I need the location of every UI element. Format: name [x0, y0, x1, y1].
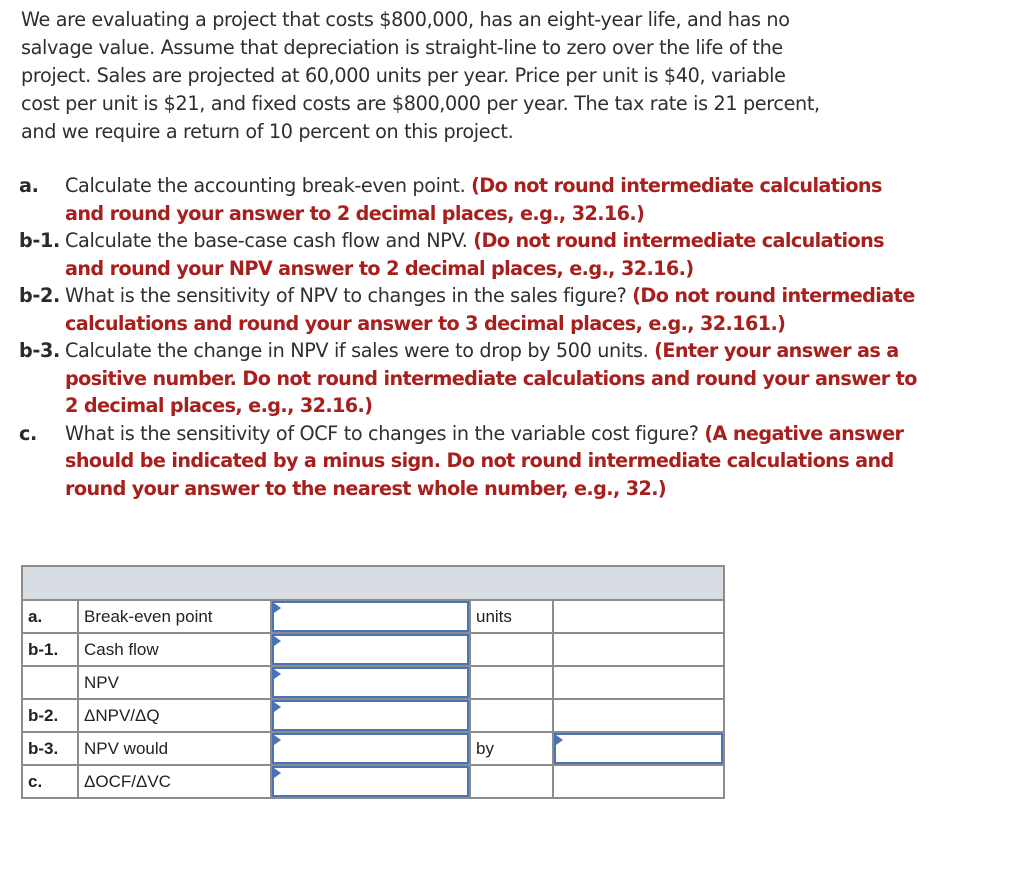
table-row: [22, 633, 724, 666]
question-text: [65, 172, 919, 227]
row-label: ΔOCF/ΔVC: [78, 765, 271, 798]
row-label: NPV would: [78, 732, 271, 765]
question-b3: [19, 337, 919, 420]
unit-label: [470, 765, 553, 798]
cash-flow-input[interactable]: [272, 634, 469, 665]
extra-cell: [553, 732, 724, 765]
question-b2: [19, 282, 919, 337]
part-label: c.: [22, 765, 78, 798]
question-instruction: (Do not round intermediate calculations and round your answer to 3 decimal places, e.g., 32.161.): [65, 284, 915, 335]
answer-cell: [271, 699, 470, 732]
npv-input[interactable]: [272, 667, 469, 698]
question-instruction: (A negative answer should be indicated by a minus sign. Do not round intermediate calculations and round your answer to the nearest whole number, e.g., 32.): [65, 421, 904, 500]
problem-statement: [21, 6, 921, 146]
unit-label: [470, 633, 553, 666]
input-marker-icon: [274, 735, 281, 745]
answer-table: [21, 565, 725, 799]
answer-cell: [271, 765, 470, 798]
unit-label: units: [470, 600, 553, 633]
question-text: [65, 227, 919, 282]
extra-cell: [553, 699, 724, 732]
question-instruction: (Do not round intermediate calculations and round your answer to 2 decimal places, e.g., 32.16.): [65, 174, 882, 225]
row-label: NPV: [78, 666, 271, 699]
question-text: [65, 282, 919, 337]
ocf-sensitivity-input[interactable]: [272, 766, 469, 797]
extra-cell: [553, 765, 724, 798]
answer-cell: [271, 732, 470, 765]
part-label: [22, 666, 78, 699]
part-label: b-1.: [22, 633, 78, 666]
part-label: a.: [22, 600, 78, 633]
table-row: [22, 765, 724, 798]
unit-label: [470, 666, 553, 699]
problem-line: and we require a return of 10 percent on this project.: [21, 120, 514, 143]
npv-change-amount-input[interactable]: [554, 733, 723, 764]
table-row: [22, 732, 724, 765]
question-instruction: (Do not round intermediate calculations and round your NPV answer to 2 decimal places, e.g., 32.16.): [65, 229, 884, 280]
question-prompt: What is the sensitivity of OCF to changes in the variable cost figure?: [65, 421, 699, 445]
problem-line: We are evaluating a project that costs $800,000, has an eight-year life, and has no: [21, 8, 790, 31]
question-label: b-1.: [19, 229, 60, 252]
extra-cell: [553, 666, 724, 699]
answer-cell: [271, 666, 470, 699]
question-text: [65, 420, 919, 503]
unit-label: [470, 699, 553, 732]
question-prompt: What is the sensitivity of NPV to changes in the sales figure?: [65, 284, 627, 307]
question-list: [19, 172, 919, 502]
answer-cell: [271, 600, 470, 633]
row-label: Cash flow: [78, 633, 271, 666]
input-marker-icon: [274, 669, 281, 679]
input-marker-icon: [274, 768, 281, 778]
question-a: [19, 172, 919, 227]
question-prompt: Calculate the accounting break-even point.: [65, 174, 466, 197]
problem-line: cost per unit is $21, and fixed costs are $800,000 per year. The tax rate is 21 percent,: [21, 92, 820, 115]
input-marker-icon: [274, 636, 281, 646]
table-row: [22, 600, 724, 633]
question-prompt: Calculate the base-case cash flow and NPV.: [65, 229, 468, 252]
input-marker-icon: [274, 702, 281, 712]
question-b1: [19, 227, 919, 282]
npv-sensitivity-input[interactable]: [272, 700, 469, 731]
part-label: b-2.: [22, 699, 78, 732]
problem-line: salvage value. Assume that depreciation is straight-line to zero over the life of the: [21, 36, 783, 59]
header-cell: [22, 566, 724, 600]
part-label: b-3.: [22, 732, 78, 765]
problem-line: project. Sales are projected at 60,000 units per year. Price per unit is $40, variable: [21, 64, 786, 87]
break-even-point-input[interactable]: [272, 601, 469, 632]
answer-table-header: [22, 566, 724, 600]
npv-direction-input[interactable]: [272, 733, 469, 764]
extra-cell: [553, 633, 724, 666]
question-text: [65, 337, 919, 420]
table-row: [22, 666, 724, 699]
question-label: b-2.: [19, 284, 60, 307]
row-label: ΔNPV/ΔQ: [78, 699, 271, 732]
question-c: [19, 420, 919, 503]
table-row: [22, 699, 724, 732]
answer-cell: [271, 633, 470, 666]
question-prompt: Calculate the change in NPV if sales were to drop by 500 units.: [65, 339, 649, 362]
input-marker-icon: [556, 735, 563, 745]
question-instruction: (Enter your answer as a positive number. Do not round intermediate calculations and round your answer to 2 decimal places, e.g., 32.16.): [65, 339, 917, 417]
question-label: a.: [19, 174, 39, 197]
question-label: c.: [19, 421, 37, 445]
input-marker-icon: [274, 603, 281, 613]
extra-cell: [553, 600, 724, 633]
unit-label: by: [470, 732, 553, 765]
question-label: b-3.: [19, 339, 60, 362]
row-label: Break-even point: [78, 600, 271, 633]
